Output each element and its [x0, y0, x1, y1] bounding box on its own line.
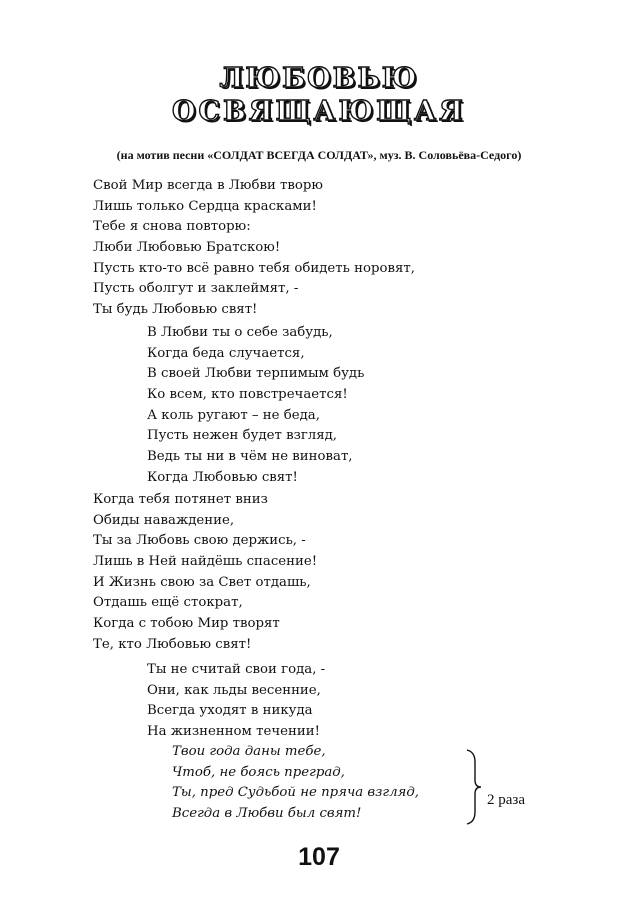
page-number: 107 — [298, 843, 340, 871]
stanza-2 — [147, 323, 364, 489]
repeat-brace-icon — [464, 748, 486, 826]
title-line-1: ЛЮБОВЬЮ — [219, 63, 419, 94]
refrain-line: Всегда в Любви был свят! — [172, 806, 362, 822]
verse-line: Ты за Любовь свою держись, - — [93, 533, 306, 549]
verse-line: Обиды наваждение, — [93, 512, 235, 528]
refrain-line: Твои года даны тебе, — [172, 744, 326, 759]
refrain-line: Чтоб, не боясь преград, — [172, 764, 345, 780]
verse-line: Когда беда случается, — [147, 345, 305, 361]
verse-line: Пусть кто-то всё равно тебя обидеть норовят, — [93, 260, 415, 276]
verse-line: А коль ругают – не беда, — [147, 407, 320, 423]
subtitle: (на мотив песни «СОЛДАТ ВСЕГДА СОЛДАТ», муз. В. Соловьёва-Седого) — [116, 148, 522, 162]
verse-line: Лишь только Сердца красками! — [93, 198, 317, 214]
verse-line: Когда с тобою Мир творят — [93, 616, 280, 632]
verse-line: Те, кто Любовью свят! — [93, 636, 252, 652]
verse-line: Ко всем, кто повстречается! — [147, 387, 348, 403]
verse-line: В своей Любви терпимым будь — [147, 366, 365, 382]
verse-line: Пусть оболгут и заклеймят, - — [93, 281, 299, 297]
verse-line: В Любви ты о себе забудь, — [147, 325, 333, 340]
verse-line: И Жизнь свою за Свет отдашь, — [93, 574, 311, 590]
verse-line: На жизненном течении! — [147, 724, 320, 740]
verse-line: Когда Любовью свят! — [147, 469, 298, 485]
verse-line: Ты будь Любовью свят! — [93, 302, 258, 318]
verse-line: Люби Любовью Братскою! — [93, 240, 281, 256]
verse-line: Пусть нежен будет взгляд, — [147, 428, 338, 444]
stanza-3 — [93, 490, 317, 656]
repeat-note: 2 раза — [487, 792, 525, 808]
refrain — [172, 742, 419, 825]
verse-line: Когда тебя потянет вниз — [93, 492, 268, 507]
verse-line: Всегда уходят в никуда — [147, 703, 313, 719]
verse-line: Отдашь ещё стократ, — [93, 595, 243, 611]
verse-line: Тебе я снова повторю: — [93, 219, 251, 235]
title-line-2: ОСВЯЩАЮЩАЯ — [171, 96, 466, 127]
verse-line: Ты не считай свои года, - — [147, 662, 326, 677]
verse-line: Лишь в Ней найдёшь спасение! — [93, 554, 318, 570]
stanza-4 — [147, 660, 325, 743]
verse-line: Свой Мир всегда в Любви творю — [93, 178, 323, 193]
verse-line: Они, как льды весенние, — [147, 682, 321, 698]
refrain-line: Ты, пред Судьбой не пряча взгляд, — [172, 785, 420, 801]
stanza-1 — [93, 176, 415, 321]
verse-line: Ведь ты ни в чём не виноват, — [147, 449, 353, 465]
